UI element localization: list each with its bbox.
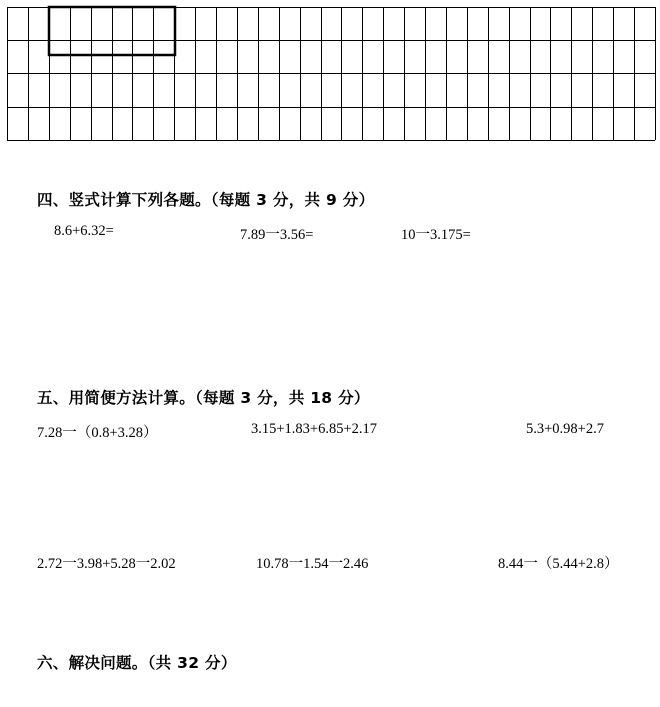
problem-5-1: 7.28一（0.8+3.28） xyxy=(37,425,158,441)
problem-5-5: 10.78一1.54一2.46 xyxy=(256,556,369,572)
writing-grid xyxy=(0,0,660,145)
problem-5-2: 3.15+1.83+6.85+2.17 xyxy=(251,421,378,437)
section6-heading: 六、解决问题。（共 32 分） xyxy=(37,654,237,672)
problem-4-3: 10一3.175= xyxy=(401,227,471,243)
problem-5-3: 5.3+0.98+2.7 xyxy=(526,421,604,437)
problem-4-2: 7.89一3.56= xyxy=(240,227,314,243)
section4-heading: 四、竖式计算下列各题。（每题 3 分，共 9 分） xyxy=(37,191,375,209)
problem-5-4: 2.72一3.98+5.28一2.02 xyxy=(37,556,176,572)
problem-4-1: 8.6+6.32= xyxy=(54,223,114,239)
problem-5-6: 8.44一（5.44+2.8） xyxy=(498,556,619,572)
section5-heading: 五、用简便方法计算。（每题 3 分，共 18 分） xyxy=(37,389,370,407)
